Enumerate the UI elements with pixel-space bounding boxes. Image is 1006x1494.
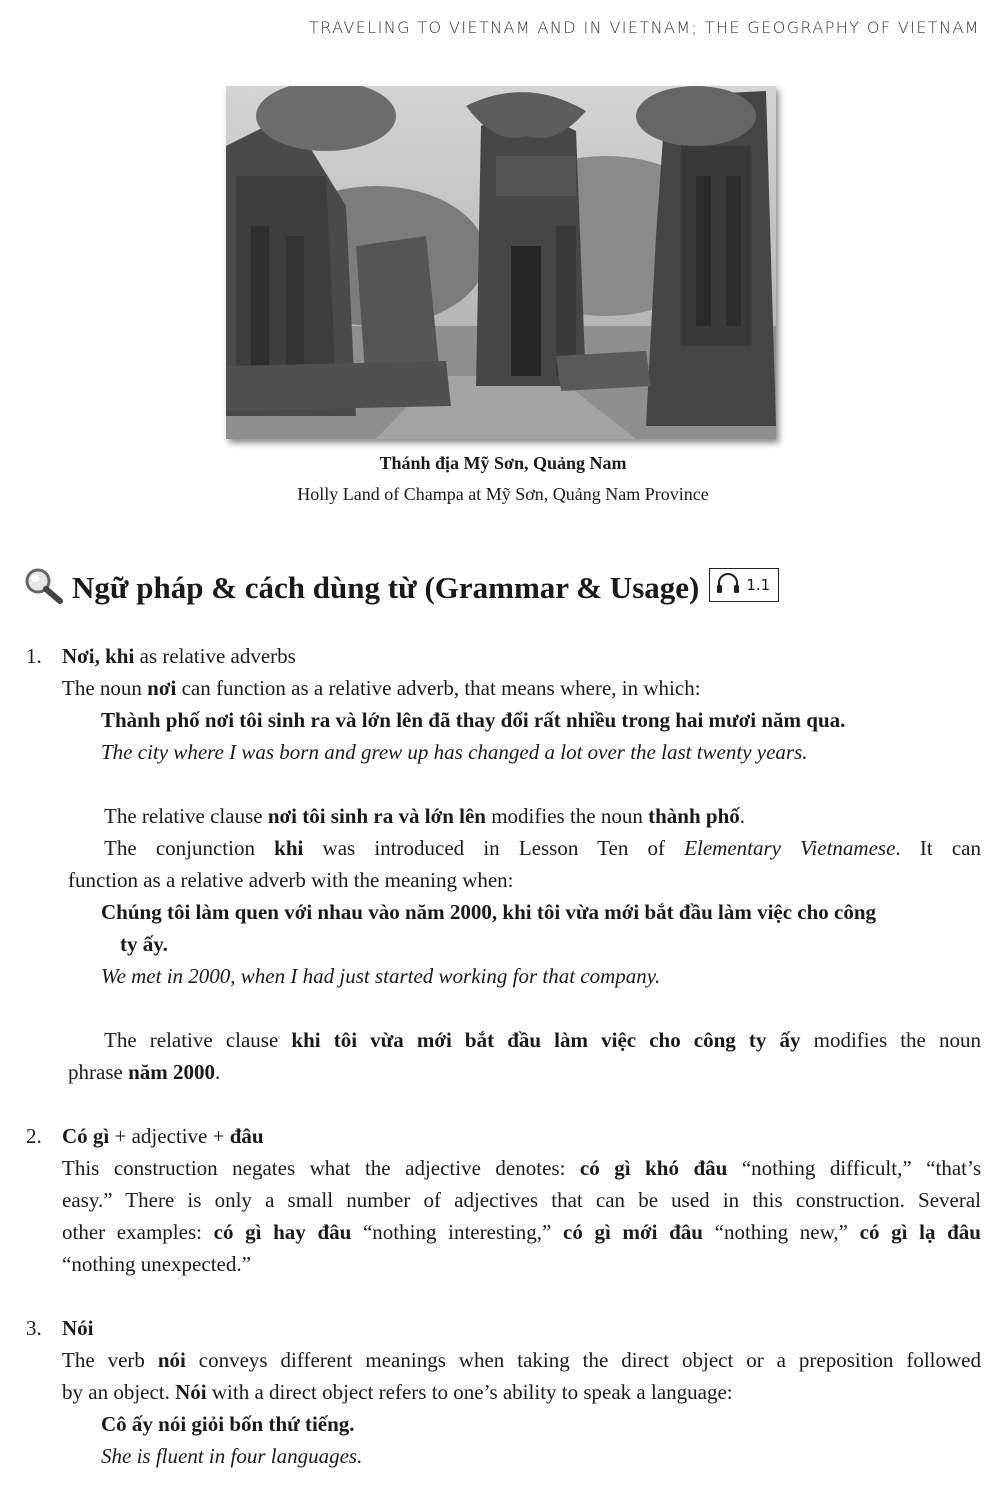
paragraph-continuation: phrase năm 2000. bbox=[68, 1060, 221, 1084]
item-heading: Có gì + adjective + đâu bbox=[62, 1124, 264, 1148]
audio-track-number: 1.1 bbox=[746, 576, 771, 594]
item-heading: Nói bbox=[62, 1316, 94, 1340]
example-vietnamese: Cô ấy nói giỏi bốn thứ tiếng. bbox=[101, 1412, 355, 1436]
figure-caption-vietnamese: Thánh địa Mỹ Sơn, Quảng Nam bbox=[379, 453, 627, 473]
paragraph: The relative clause khi tôi vừa mới bắt đầu làm việc cho công ty ấy modifies the noun bbox=[104, 1028, 981, 1052]
item-heading: Nơi, khi as relative adverbs bbox=[62, 644, 296, 668]
item-number: 3. bbox=[26, 1316, 42, 1340]
paragraph: The conjunction khi was introduced in Lesson Ten of Elementary Vietnamese. It can bbox=[104, 836, 981, 860]
figure-caption-english: Holly Land of Champa at Mỹ Sơn, Quảng Nam Province bbox=[297, 484, 709, 504]
magnifier-icon bbox=[22, 566, 66, 611]
paragraph: The noun nơi can function as a relative adverb, that means where, in which: bbox=[62, 676, 701, 700]
example-vietnamese: Thành phố nơi tôi sinh ra và lớn lên đã thay đổi rất nhiều trong hai mươi năm qua. bbox=[101, 708, 846, 732]
running-head: TRAVELING TO VIETNAM AND IN VIETNAM; THE GEOGRAPHY OF VIETNAM bbox=[309, 18, 980, 37]
section-title: Ngữ pháp & cách dùng từ (Grammar & Usage) bbox=[72, 570, 700, 605]
item-number: 1. bbox=[26, 644, 42, 668]
example-vietnamese-continuation: ty ấy. bbox=[120, 932, 168, 956]
example-vietnamese: Chúng tôi làm quen với nhau vào năm 2000, khi tôi vừa mới bắt đầu làm việc cho công bbox=[101, 900, 877, 924]
paragraph: by an object. Nói with a direct object refers to one’s ability to speak a language: bbox=[62, 1380, 733, 1404]
paragraph: The verb nói conveys different meanings when taking the direct object or a preposition followed bbox=[62, 1348, 982, 1372]
paragraph: “nothing unexpected.” bbox=[62, 1252, 251, 1276]
paragraph: easy.” There is only a small number of adjectives that can be used in this construction. Several bbox=[62, 1188, 981, 1212]
audio-track-button[interactable] bbox=[709, 568, 779, 602]
example-translation: She is fluent in four languages. bbox=[101, 1444, 363, 1468]
section-heading bbox=[22, 565, 779, 611]
paragraph: other examples: có gì hay đâu “nothing interesting,” có gì mới đâu “nothing new,” có gì lạ đâu bbox=[62, 1220, 981, 1244]
item-number: 2. bbox=[26, 1124, 42, 1148]
headphones-icon bbox=[716, 572, 740, 599]
photo-my-son-temples bbox=[226, 86, 776, 439]
paragraph-continuation: function as a relative adverb with the meaning when: bbox=[68, 868, 514, 892]
example-translation: We met in 2000, when I had just started working for that company. bbox=[101, 964, 661, 988]
paragraph: This construction negates what the adjective denotes: có gì khó đâu “nothing difficult,” “that’s bbox=[62, 1156, 981, 1180]
paragraph: The relative clause nơi tôi sinh ra và lớn lên modifies the noun thành phố. bbox=[104, 804, 746, 828]
example-translation: The city where I was born and grew up has changed a lot over the last twenty years. bbox=[101, 740, 808, 764]
